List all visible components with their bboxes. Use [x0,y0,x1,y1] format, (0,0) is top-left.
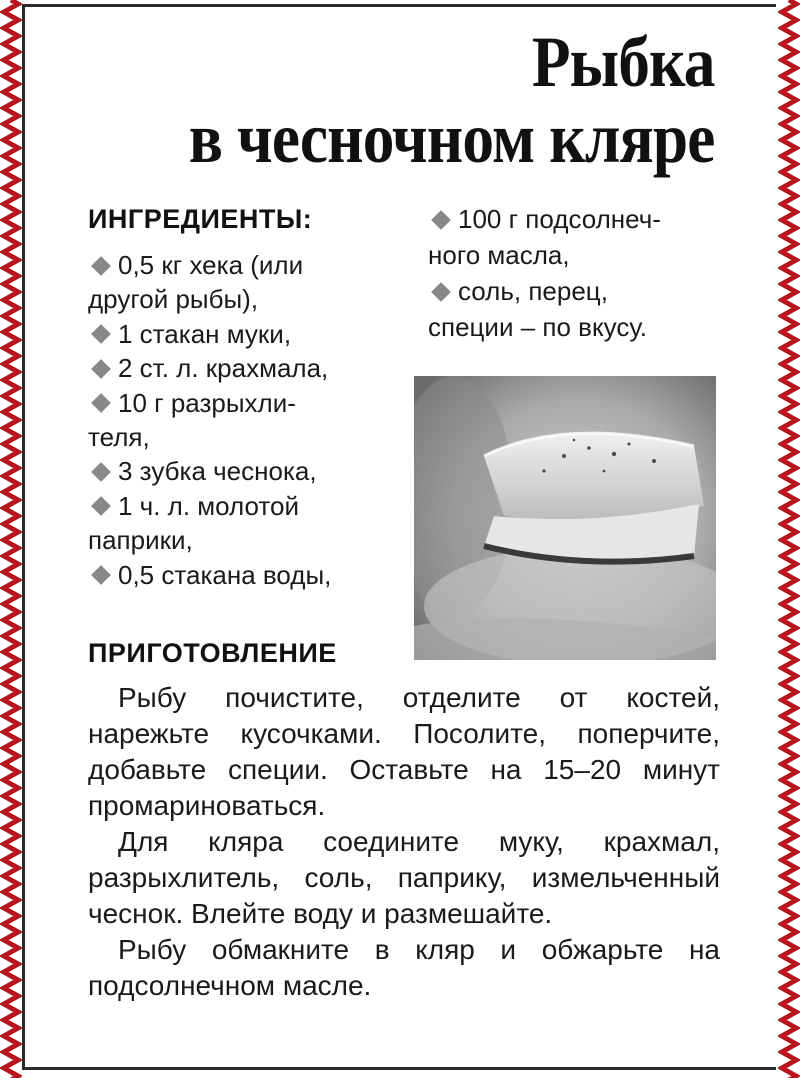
ingredients-list-left [88,248,398,592]
fried-fish-photo [414,376,716,660]
decorative-border-left [0,0,22,1078]
decorative-border-right [778,0,800,1078]
ingredient-text: ного масла, [428,240,570,270]
preparation-paragraph: Рыбу почистите, отделите от костей, нарежьте кусочками. Посолите, поперчите, добавьте специи. Оставьте на 15–20 минут промариноваться. [88,682,720,821]
diamond-bullet-icon [91,256,111,276]
diamond-bullet-icon [91,462,111,482]
diamond-bullet-icon [91,497,111,517]
diamond-bullet-icon [431,282,451,302]
ingredient-text: теля, [88,422,150,453]
ingredient-text: 1 ч. л. молотой [118,490,300,521]
ingredient-text: соль, перец, [458,276,608,306]
ingredient-text: 0,5 кг хека (или [118,250,304,280]
ingredient-item [88,454,398,488]
ingredient-item [88,489,398,523]
ingredient-text: 2 ст. л. крахмала, [118,353,329,384]
ingredient-item [88,558,398,592]
ingredient-text: 10 г разрыхли- [118,387,296,418]
ingredient-item [428,309,728,345]
ingredient-item [88,317,398,351]
ingredient-item [428,201,728,237]
diamond-bullet-icon [91,325,111,345]
ingredient-item [88,351,398,385]
ingredient-item [88,282,398,316]
ingredient-text: специи – по вкусу. [428,312,647,342]
diamond-bullet-icon [91,565,111,585]
ingredient-text: 0,5 стакана воды, [118,559,332,590]
preparation-paragraph: Для кляра соедините муку, крахмал, разрыхлитель, соль, паприку, измельченный чеснок. Влейте воду и размешайте. [88,826,720,929]
diamond-bullet-icon [91,359,111,379]
recipe-title [188,24,714,176]
ingredients-list-right [428,201,728,345]
ingredient-item [88,420,398,454]
preparation-text [88,680,720,1004]
recipe-title-line-2: в чесночном кляре [188,98,714,178]
ingredients-heading: ИНГРЕДИЕНТЫ: [88,204,313,234]
preparation-heading: ПРИГОТОВЛЕНИЕ [88,638,337,668]
ingredient-item [88,386,398,420]
preparation-paragraph: Рыбу обмакните в кляр и обжарьте на подсолнечном масле. [88,934,720,1001]
ingredient-text: паприки, [88,525,193,556]
ingredient-text: 100 г подсолнеч- [458,204,661,234]
recipe-title-line-1: Рыбка [531,22,714,102]
ingredient-item [428,237,728,273]
ingredient-text: другой рыбы), [88,284,259,315]
diamond-bullet-icon [91,393,111,413]
ingredient-item [88,248,398,282]
ingredient-item [88,523,398,557]
ingredient-item [428,273,728,309]
ingredient-text: 3 зубка чеснока, [118,456,317,487]
diamond-bullet-icon [431,210,451,230]
ingredient-text: 1 стакан муки, [118,318,292,349]
